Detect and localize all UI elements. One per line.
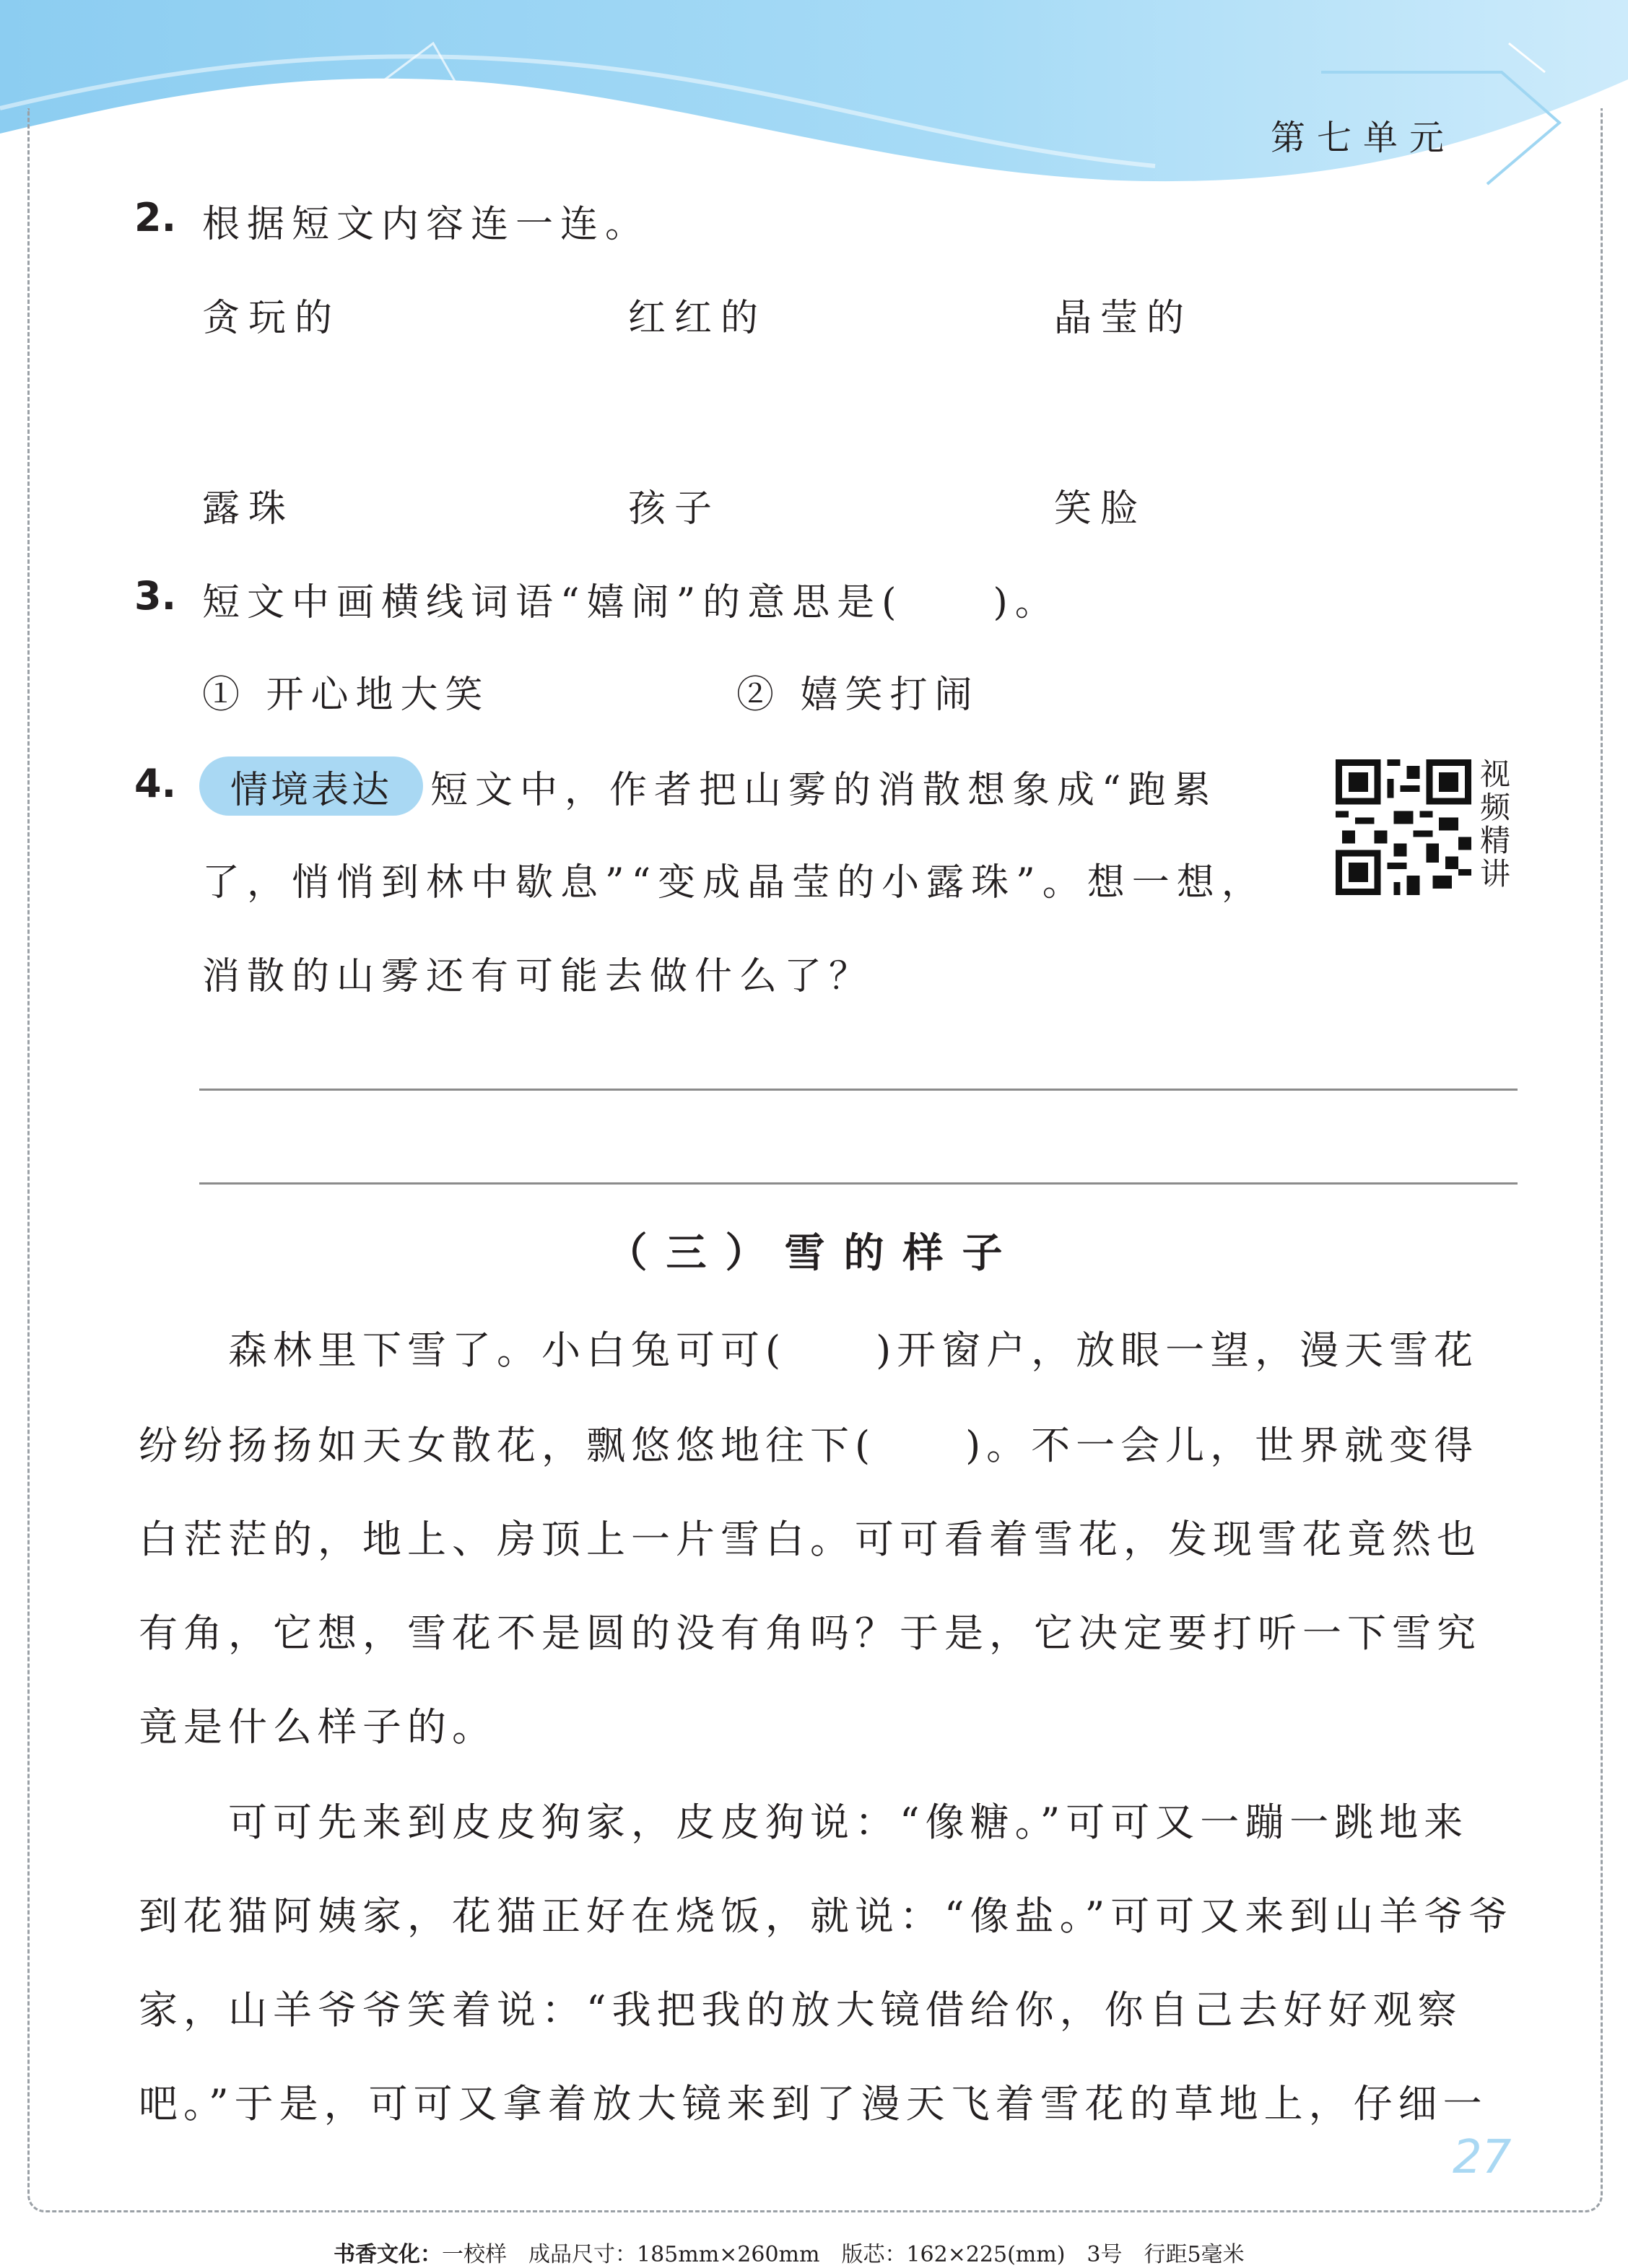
question-number: 4. <box>134 761 177 806</box>
scenario-tag: 情境表达 <box>199 756 423 816</box>
match-word-top[interactable]: 晶莹的 <box>1054 297 1193 340</box>
print-specs: 一校样 成品尺寸：185mm×260mm 版芯：162×225(mm) 3号 行距5毫米 <box>442 2242 1245 2267</box>
question-prompt-line: 短文中，作者把山雾的消散想象成“跑累 <box>430 769 1218 812</box>
passage-line: 可可先来到皮皮狗家，皮皮狗说：“像糖。”可可又一蹦一跳地来 <box>139 1800 1469 1845</box>
option-1[interactable]: ① 开心地大笑 <box>202 673 490 717</box>
question-prompt: 短文中画横线词语“嬉闹”的意思是( )。 <box>202 581 1060 624</box>
match-word-top[interactable]: 贪玩的 <box>202 297 341 340</box>
question-number: 3. <box>134 573 177 619</box>
question-prompt-line: 消散的山雾还有可能去做什么了？ <box>202 955 874 998</box>
match-word-bottom[interactable]: 孩子 <box>628 487 721 531</box>
passage-line: 吧。”于是，可可又拿着放大镜来到了漫天飞着雪花的草地上，仔细一 <box>139 2081 1488 2127</box>
answer-line[interactable] <box>199 1089 1518 1091</box>
passage-line: 森林里下雪了。小白兔可可( )开窗户，放眼一望，漫天雪花 <box>139 1327 1479 1373</box>
passage-line: 竟是什么样子的。 <box>139 1704 497 1750</box>
passage-line: 家，山羊爷爷笑着说：“我把我的放大镜借给你，你自己去好好观察 <box>139 1987 1463 2033</box>
unit-label: 第七单元 <box>1271 118 1456 158</box>
match-word-top[interactable]: 红红的 <box>628 297 767 340</box>
print-brand: 书香文化： <box>334 2242 442 2267</box>
passage-line: 到花猫阿姨家，花猫正好在烧饭，就说：“像盐。”可可又来到山羊爷爷 <box>139 1893 1514 1939</box>
match-word-bottom[interactable]: 露珠 <box>202 487 295 531</box>
question-prompt: 根据短文内容连一连。 <box>202 203 650 246</box>
question-prompt-line: 了，悄悄到林中歇息”“变成晶莹的小露珠”。想一想， <box>202 861 1266 904</box>
match-word-bottom[interactable]: 笑脸 <box>1054 487 1147 531</box>
section-title: （三）雪的样子 <box>606 1230 1022 1277</box>
answer-line[interactable] <box>199 1182 1518 1185</box>
question-number: 2. <box>134 195 177 240</box>
passage-line: 白茫茫的，地上、房顶上一片雪白。可可看着雪花，发现雪花竟然也 <box>139 1517 1481 1562</box>
print-info <box>334 2236 1245 2268</box>
option-2[interactable]: ② 嬉笑打闹 <box>736 673 980 717</box>
page-number: 27 <box>1453 2131 1512 2184</box>
passage-line: 纷纷扬扬如天女散花，飘悠悠地往下( )。不一会儿，世界就变得 <box>139 1423 1479 1468</box>
video-lecture-label[interactable]: 视频精讲 <box>1480 756 1511 891</box>
qr-code-icon[interactable] <box>1336 759 1471 895</box>
passage-line: 有角，它想，雪花不是圆的没有角吗？于是，它决定要打听一下雪究 <box>139 1610 1481 1656</box>
